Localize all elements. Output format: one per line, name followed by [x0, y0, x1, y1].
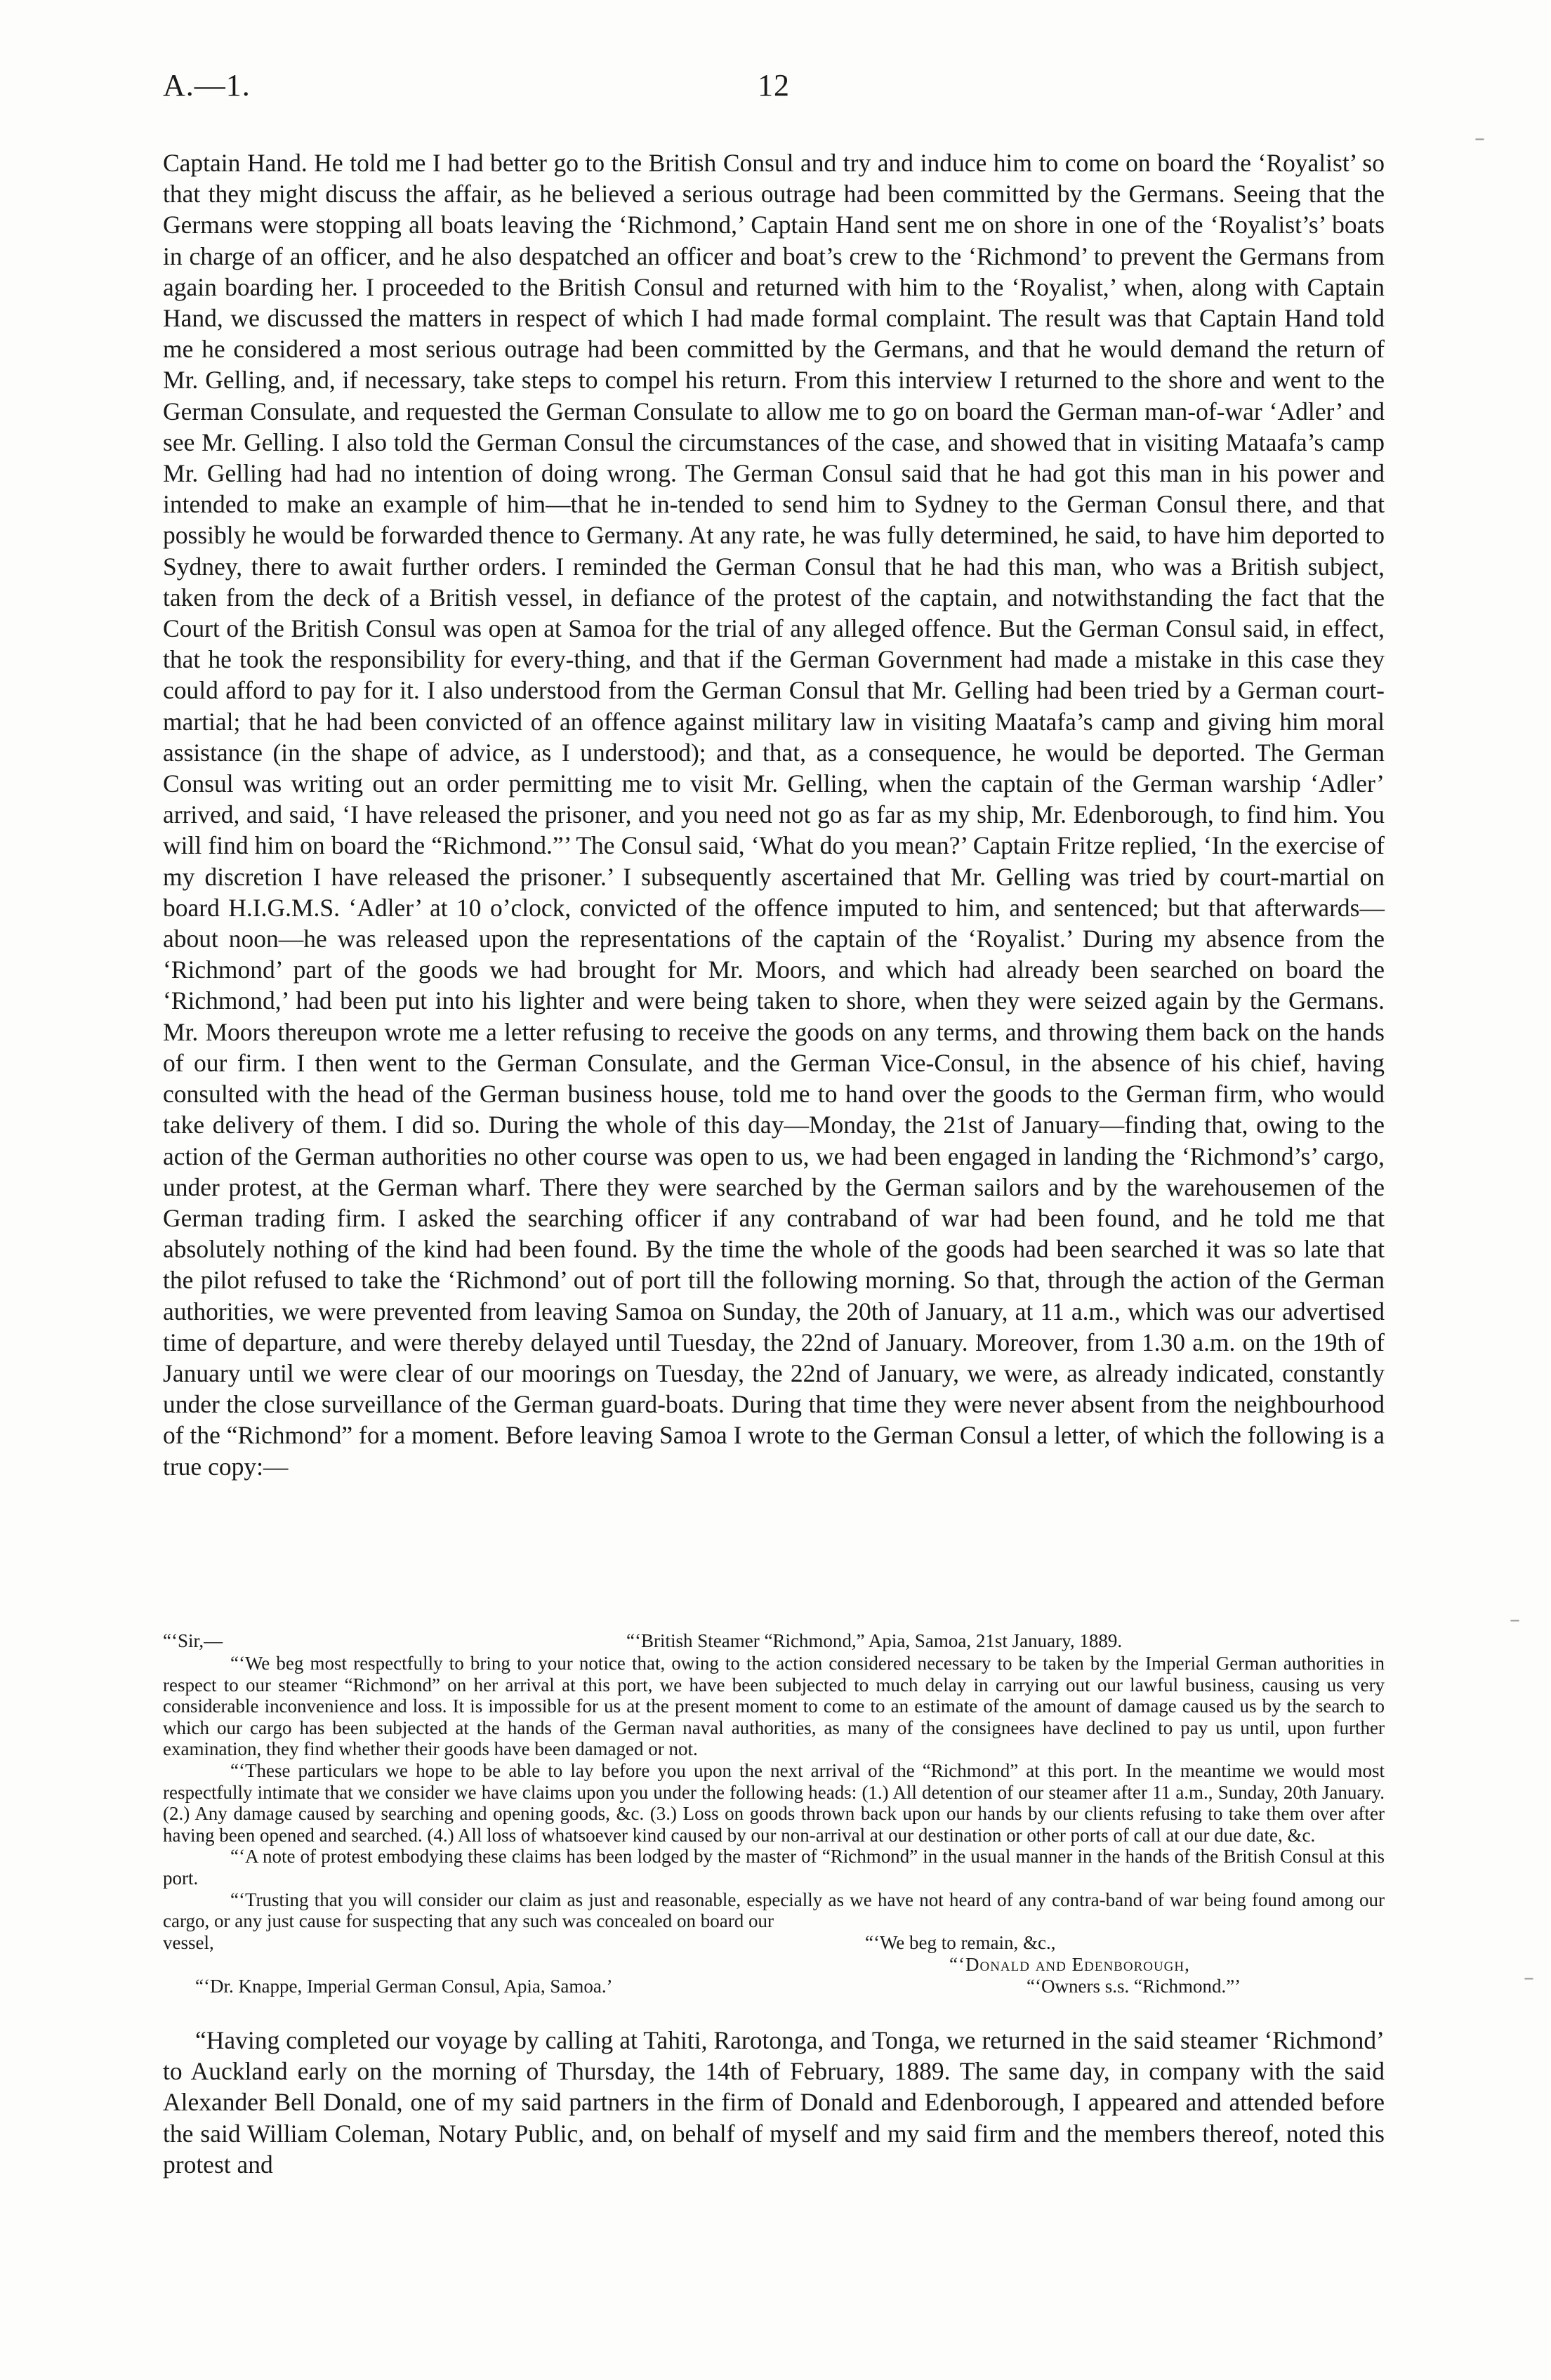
letter-dateline: “‘British Steamer “Richmond,” Apia, Samoa, 21st January, 1889.: [626, 1630, 1123, 1651]
letter-signature-line: [163, 1954, 1385, 1976]
margin-mark-icon: –: [1474, 126, 1485, 151]
main-body-text: [163, 147, 1385, 1482]
letter-addressee: “‘Dr. Knappe, Imperial German Consul, Apia, Samoa.’: [195, 1975, 613, 1997]
margin-mark-icon: –: [1510, 1608, 1520, 1632]
page-number: 12: [758, 68, 790, 103]
letter-tail-line: [163, 1932, 1385, 1954]
closing-text: [163, 2025, 1385, 2180]
letter-paragraph-4: “‘Trusting that you will consider our claim as just and reasonable, especially as we have not heard of any contra-band of war being found among our cargo, or any just cause for suspecting that any such was concealed on board our: [163, 1889, 1385, 1932]
letter-salutation: “‘Sir,—: [163, 1630, 223, 1651]
letter-final-line: [163, 1976, 1385, 1997]
quoted-letter: [163, 1630, 1385, 1997]
body-paragraph: Captain Hand. He told me I had better go to the British Consul and try and induce him to come on board the ‘Royalist’ so that they might discuss the affair, as he believed a serious outrage had been committed by the Germans. Seeing that the Germans were stopping all boats leaving the ‘Richmond,’ Captain Hand sent me on shore in one of the ‘Royalist’s’ boats in charge of an officer, and he also despatched an officer and boat’s crew to the ‘Richmond’ to prevent the Germans from again boarding her. I proceeded to the British Consul and returned with him to the ‘Royalist,’ when, along with Captain Hand, we discussed the matters in respect of which I had made formal complaint. The result was that Captain Hand told me he considered a most serious outrage had been committed by the Germans, and that he would demand the return of Mr. Gelling, and, if necessary, take steps to compel his return. From this interview I returned to the shore and went to the German Consulate, and requested the German Consulate to allow me to go on board the German man-of-war ‘Adler’ and see Mr. Gelling. I also told the German Consul the circumstances of the case, and showed that in visiting Mataafa’s camp Mr. Gelling had had no intention of doing wrong. The German Consul said that he had got this man in his power and intended to make an example of him—that he in-tended to send him to Sydney to the German Consul there, and that possibly he would be forwarded thence to Germany. At any rate, he was fully determined, he said, to have him deported to Sydney, there to await further orders. I reminded the German Consul that he had this man, who was a British subject, taken from the deck of a British vessel, in defiance of the protest of the captain, and notwithstanding the fact that the Court of the British Consul was open at Samoa for the trial of any alleged offence. But the German Consul said, in effect, that he took the responsibility for every-thing, and that if the German Government had made a mistake in this case they could afford to pay for it. I also understood from the German Consul that Mr. Gelling had been tried by a German court-martial; that he had been convicted of an offence against military law in visiting Maatafa’s camp and giving him moral assistance (in the shape of advice, as I understood); and that, as a consequence, he would be deported. The German Consul was writing out an order permitting me to visit Mr. Gelling, when the captain of the German warship ‘Adler’ arrived, and said, ‘I have released the prisoner, and you need not go as far as my ship, Mr. Edenborough, to find him. You will find him on board the “Richmond.”’ The Consul said, ‘What do you mean?’ Captain Fritze replied, ‘In the exercise of my discretion I have released the prisoner.’ I subsequently ascertained that Mr. Gelling was tried by court-martial on board H.I.G.M.S. ‘Adler’ at 10 o’clock, convicted of the offence imputed to him, and sentenced; but that afterwards—about noon—he was released upon the representations of the captain of the ‘Royalist.’ During my absence from the ‘Richmond’ part of the goods we had brought for Mr. Moors, and which had already been searched on board the ‘Richmond,’ had been put into his lighter and were being taken to shore, when they were seized again by the Germans. Mr. Moors thereupon wrote me a letter refusing to receive the goods on any terms, and throwing them back on the hands of our firm. I then went to the German Consulate, and the German Vice-Consul, in the absence of his chief, having consulted with the head of the German business house, told me to hand over the goods to the German firm, who would take delivery of them. I did so. During the whole of this day—Monday, the 21st of January—finding that, owing to the action of the German authorities no other course was open to us, we had been engaged in landing the ‘Richmond’s’ cargo, under protest, at the German wharf. There they were searched by the German sailors and by the warehousemen of the German trading firm. I asked the searching officer if any contraband of war had been found, and he told me that absolutely nothing of the kind had been found. By the time the whole of the goods had been searched it was so late that the pilot refused to take the ‘Richmond’ out of port till the following morning. So that, through the action of the German authorities, we were prevented from leaving Samoa on Sunday, the 20th of January, at 11 a.m., which was our advertised time of departure, and were thereby delayed until Tuesday, the 22nd of January. Moreover, from 1.30 a.m. on the 19th of January until we were clear of our moorings on Tuesday, the 22nd of January, we were, as already indicated, constantly under the close surveillance of the German guard-boats. During that time they were never absent from the neighbourhood of the “Richmond” for a moment. Before leaving Samoa I wrote to the German Consul a letter, of which the following is a true copy:—: [163, 149, 1385, 1481]
letter-paragraph-4-tail: vessel,: [163, 1931, 214, 1953]
letter-paragraph-1: “‘We beg most respectfully to bring to your notice that, owing to the action considered necessary to be taken by the Imperial German authorities in respect to our steamer “Richmond” on her arrival at this port, we have been subjected to much delay in carrying out our lawful business, causing us very considerable inconvenience and loss. It is impossible for us at the present moment to come to an estimate of the amount of damage caused us by the search to which our cargo has been subjected at the hands of the German naval authorities, as many of the consignees have declined to pay us until, upon further examination, they find whether their goods have been damaged or not.: [163, 1653, 1385, 1760]
letter-remain: “‘We beg to remain, &c.,: [865, 1931, 1056, 1953]
letter-heading: [163, 1630, 1385, 1653]
document-reference: A.—1.: [163, 68, 251, 103]
letter-paragraph-2: “‘These particulars we hope to be able to lay before you upon the next arrival of the “Richmond” at this port. In the meantime we would most respectfully intimate that we consider we have claims upon you under the following heads: (1.) All detention of our steamer after 11 a.m., Sunday, 20th January. (2.) Any damage caused by searching and opening goods, &c. (3.) Loss on goods thrown back upon our hands by our clients refusing to take them over after having been opened and searched. (4.) All loss of whatsoever kind caused by our non-arrival at our destination or other ports of call at our due date, &c.: [163, 1759, 1385, 1846]
margin-mark-icon: –: [1524, 1966, 1534, 1990]
page-header: [163, 67, 1385, 117]
letter-paragraph-3: “‘A note of protest embodying these claims has been lodged by the master of “Richmond” in the usual manner in the hands of the British Consul at this port.: [163, 1846, 1385, 1889]
letter-signature: “‘Donald and Edenborough,: [949, 1953, 1190, 1975]
letter-owners: “‘Owners s.s. “Richmond.”’: [1027, 1975, 1241, 1997]
closing-paragraph: “Having completed our voyage by calling at Tahiti, Rarotonga, and Tonga, we returned in the said steamer ‘Richmond’ to Auckland early on the morning of Thursday, the 14th of February, 1889. The same day, in company with the said Alexander Bell Donald, one of my said partners in the firm of Donald and Edenborough, I appeared and attended before the said William Coleman, Notary Public, and, on behalf of myself and my said firm and the members thereof, noted this protest and: [163, 2026, 1385, 2179]
